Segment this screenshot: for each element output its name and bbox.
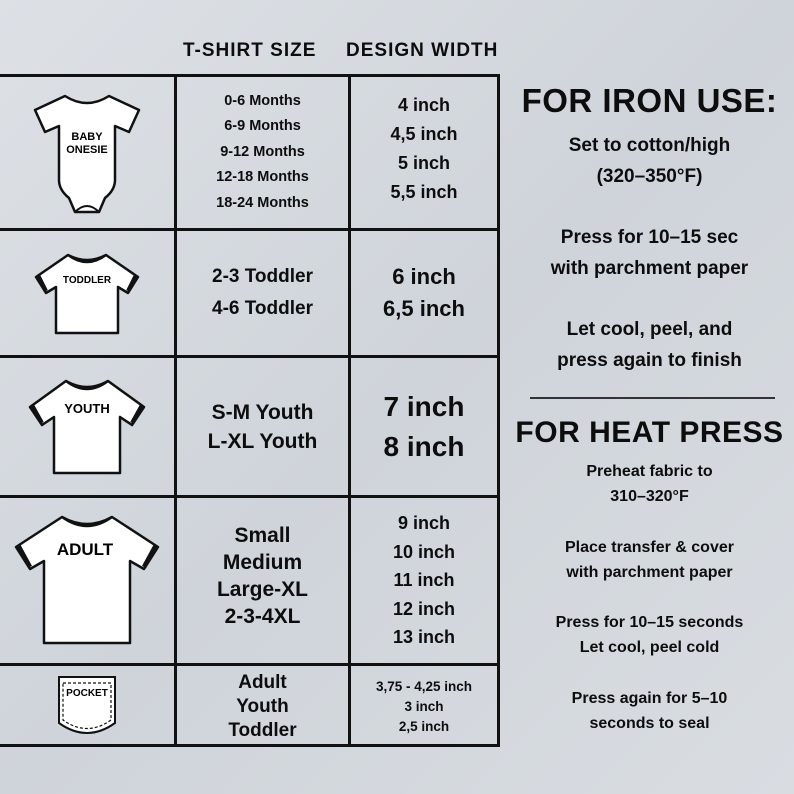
size-cell: [174, 77, 348, 228]
instruction-line: Press for 10–15 sec: [560, 227, 739, 248]
garment-cell: [0, 666, 174, 747]
iron-press: [505, 222, 794, 284]
size-text: 4-6 Toddler: [212, 298, 313, 319]
size-text: Large-XL: [216, 578, 308, 601]
size-text: 2-3 Toddler: [212, 266, 313, 287]
heat-press-title: FOR HEAT PRESS: [515, 416, 784, 449]
width-text: 5,5 inch: [390, 182, 458, 202]
table-row-adult: [0, 498, 497, 666]
youth-label: YOUTH: [64, 400, 110, 416]
heat-press-place: [505, 535, 794, 585]
width-text: 12 inch: [392, 598, 456, 619]
width-text: 6,5 inch: [383, 296, 465, 321]
onesie-icon: [27, 88, 147, 218]
table-row-youth: [0, 358, 497, 498]
width-text: 2,5 inch: [398, 718, 450, 734]
instruction-line: with parchment paper: [550, 258, 749, 279]
width-cell: [348, 498, 497, 663]
width-text: 7 inch: [383, 390, 465, 422]
garment-cell: [0, 498, 174, 663]
iron-cool: [505, 314, 794, 376]
instruction-line: Place transfer & cover: [565, 539, 734, 556]
heat-press-press: [505, 610, 794, 660]
pocket-label: POCKET: [66, 687, 108, 699]
tshirt-icon: [12, 513, 162, 648]
instruction-line: with parchment paper: [566, 564, 733, 581]
instruction-line: Press for 10–15 seconds: [555, 614, 744, 631]
size-table: [0, 74, 500, 747]
iron-title: FOR IRON USE:: [521, 82, 778, 119]
size-text: Medium: [222, 551, 303, 574]
width-text: 10 inch: [392, 541, 456, 562]
width-text: 4,5 inch: [390, 124, 458, 144]
onesie-label-line1: BABY: [71, 130, 103, 143]
width-text: 13 inch: [392, 627, 456, 648]
garment-cell: [0, 77, 174, 228]
instruction-line: Let cool, peel cold: [579, 639, 720, 656]
tshirt-icon: [32, 251, 142, 336]
width-cell: [348, 231, 497, 355]
size-cell: [174, 231, 348, 355]
heat-press-preheat: [505, 459, 794, 509]
instruction-line: seconds to seal: [589, 715, 710, 732]
section-divider: [530, 397, 775, 399]
width-cell: [348, 77, 497, 228]
instruction-line: press again to finish: [557, 350, 742, 371]
size-cell: [174, 666, 348, 747]
onesie-label-line2: ONESIE: [66, 143, 108, 156]
garment-cell: [0, 231, 174, 355]
toddler-label: TODDLER: [62, 274, 112, 286]
size-cell: [174, 498, 348, 663]
instruction-line: 310–320°F: [610, 488, 689, 505]
garment-cell: [0, 358, 174, 495]
size-cell: [174, 358, 348, 495]
width-text: 8 inch: [383, 430, 465, 462]
size-text: Youth: [236, 695, 289, 717]
width-text: 3 inch: [404, 698, 444, 714]
width-text: 3,75 - 4,25 inch: [375, 678, 473, 694]
width-text: 11 inch: [393, 570, 455, 591]
instruction-line: (320–350°F): [596, 166, 703, 187]
tshirt-icon: [26, 377, 148, 477]
header-tshirt-size: T-SHIRT SIZE: [183, 40, 317, 61]
adult-label: ADULT: [56, 540, 114, 559]
size-text: 9-12 Months: [220, 143, 305, 160]
instruction-line: Preheat fabric to: [586, 463, 713, 480]
width-text: 4 inch: [397, 95, 450, 115]
size-text: L-XL Youth: [207, 429, 318, 453]
table-row-pocket: [0, 666, 497, 747]
size-text: 12-18 Months: [216, 169, 309, 186]
table-row-toddler: [0, 231, 497, 358]
pocket-icon: [55, 673, 119, 741]
heat-press-seal: [505, 686, 794, 736]
size-text: 6-9 Months: [224, 118, 301, 135]
size-text: 18-24 Months: [216, 194, 309, 211]
instruction-line: Let cool, peel, and: [566, 319, 733, 340]
size-text: 0-6 Months: [224, 92, 301, 109]
width-text: 9 inch: [397, 513, 450, 534]
size-text: S-M Youth: [211, 400, 314, 424]
size-text: Small: [234, 524, 291, 547]
iron-setting: [505, 130, 794, 192]
width-cell: [348, 666, 497, 747]
instruction-line: Press again for 5–10: [571, 690, 728, 707]
header-design-width: DESIGN WIDTH: [346, 40, 499, 61]
size-text: 2-3-4XL: [224, 605, 301, 628]
width-text: 6 inch: [392, 264, 456, 289]
instruction-line: Set to cotton/high: [568, 135, 731, 156]
size-text: Adult: [238, 671, 287, 693]
size-text: Toddler: [228, 719, 297, 741]
width-text: 5 inch: [397, 153, 450, 173]
table-row-baby-onesie: [0, 77, 497, 231]
width-cell: [348, 358, 497, 495]
